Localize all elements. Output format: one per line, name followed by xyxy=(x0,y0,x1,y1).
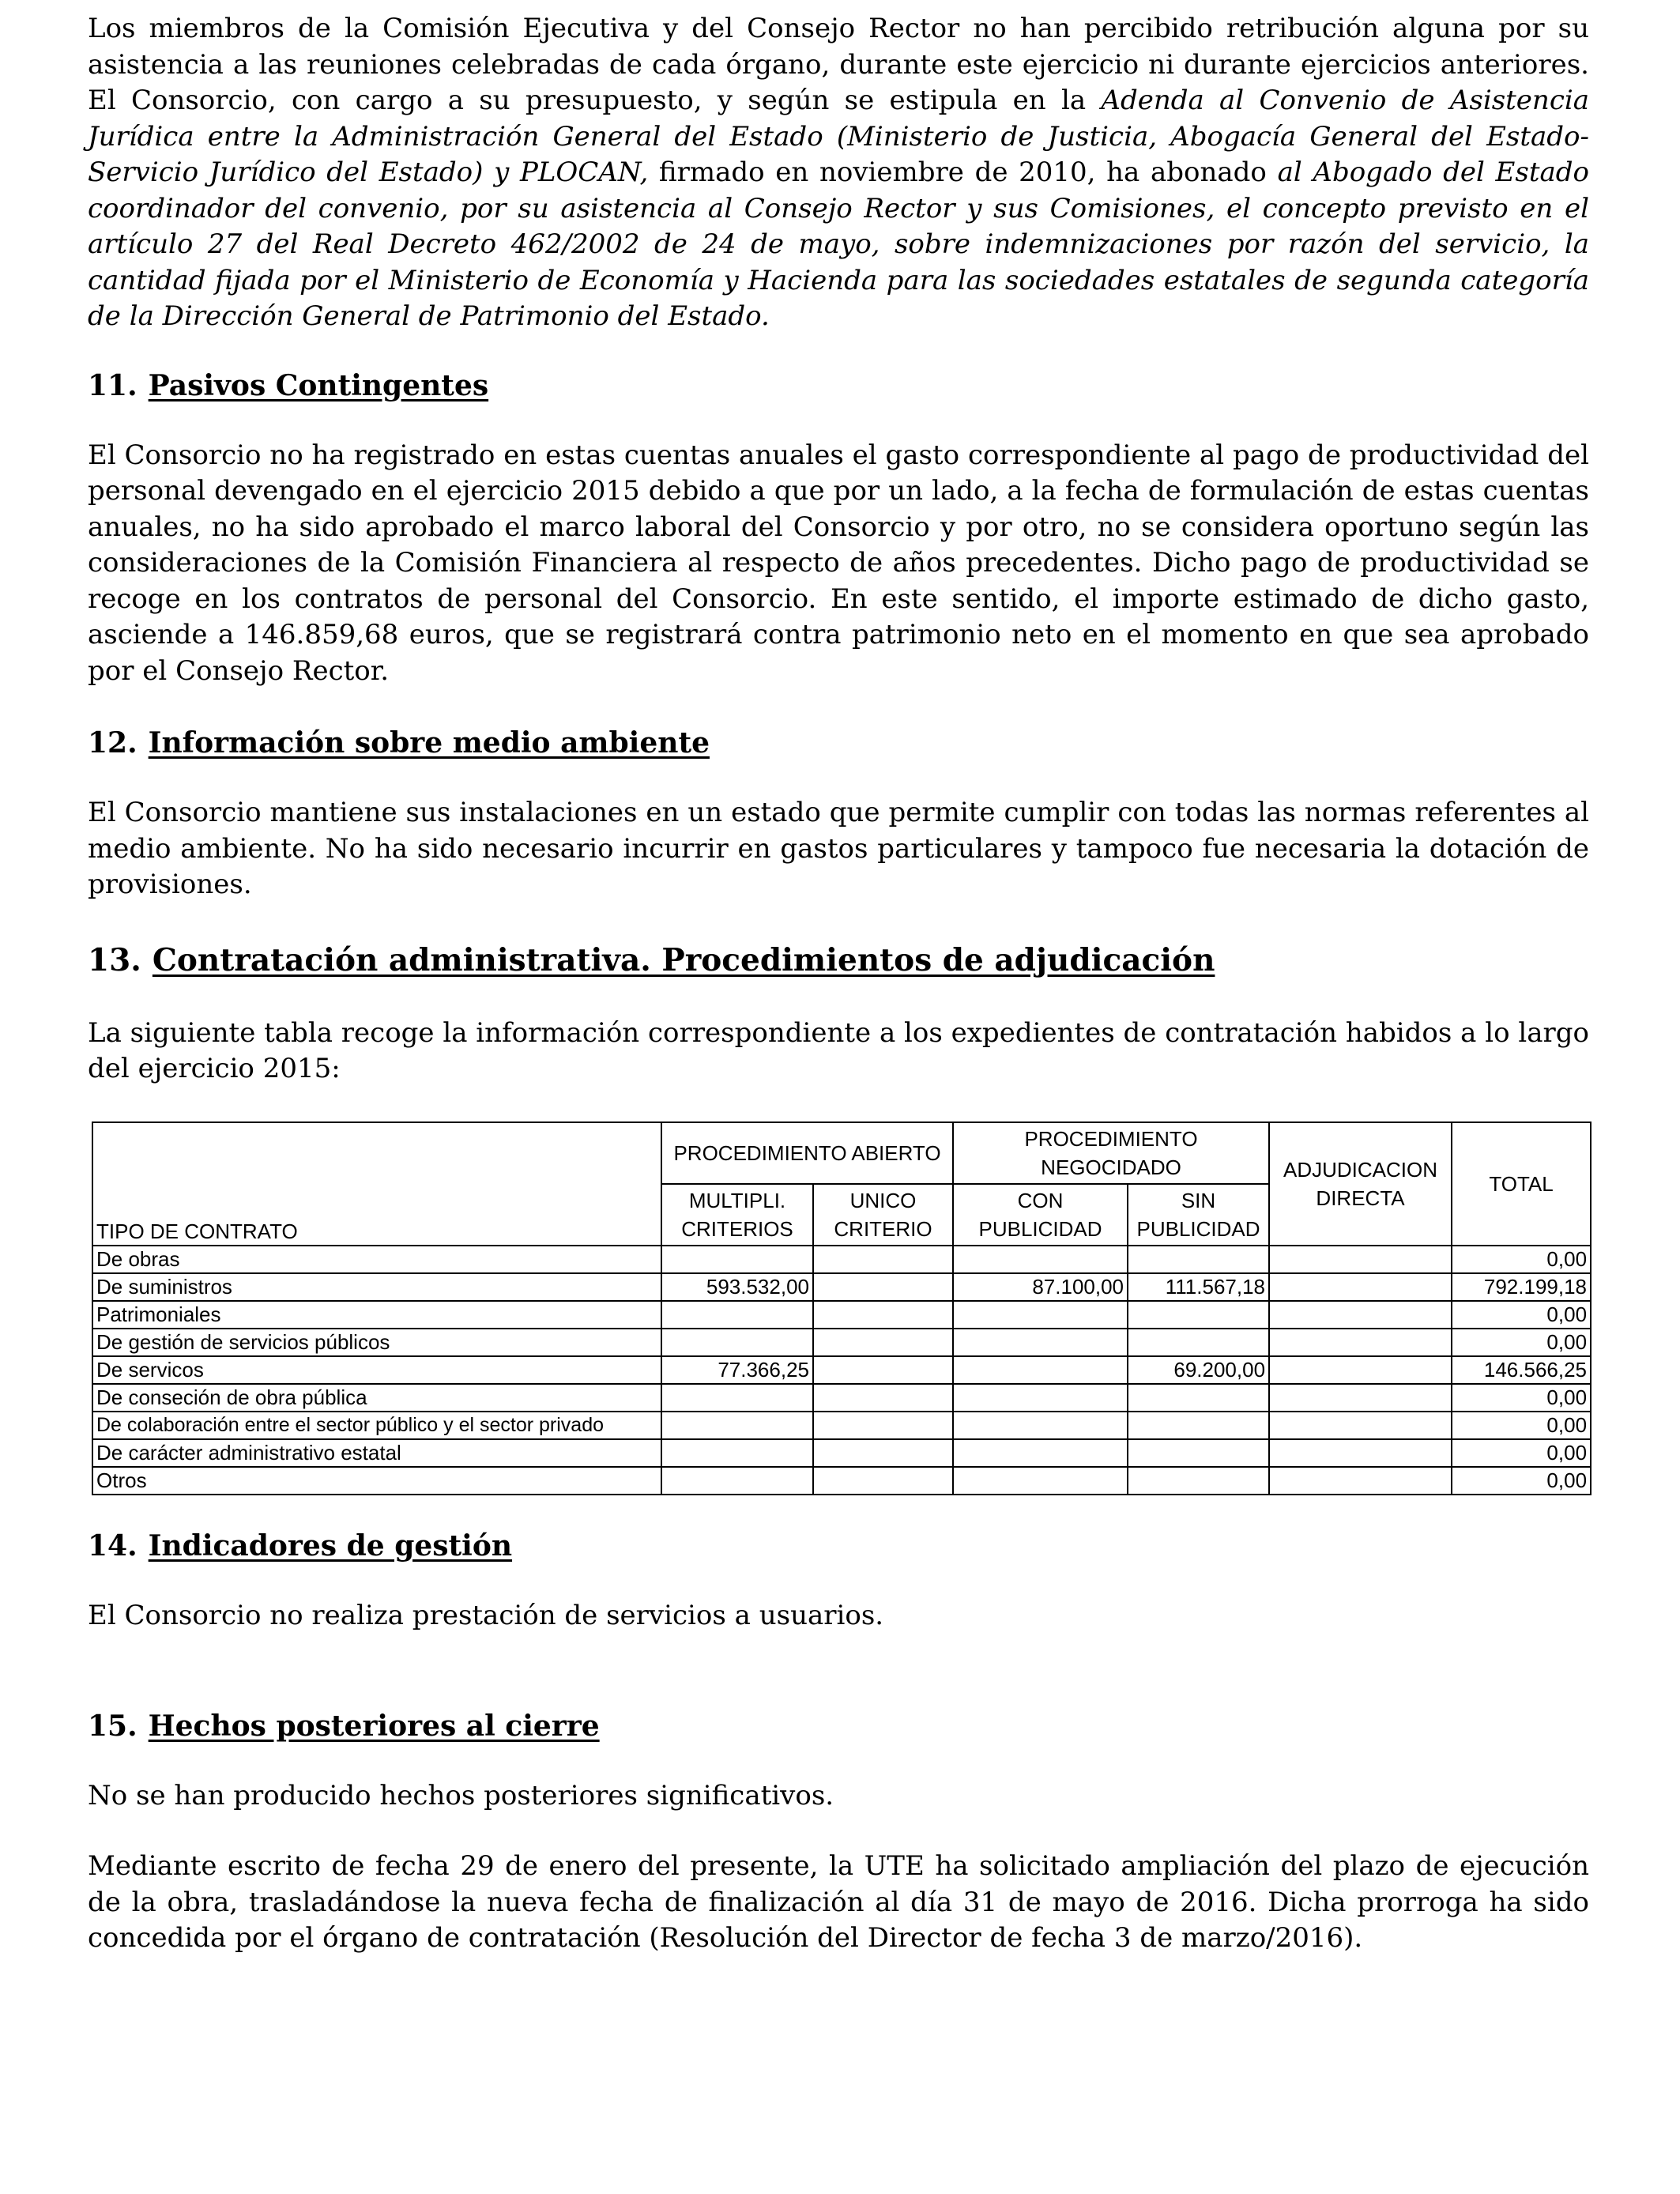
section-15-body-2: Mediante escrito de fecha 29 de enero del presente, la UTE ha solicitado ampliación del plazo de ejecución de la obra, trasladándose la nueva fecha de finalización al día 31 de mayo de 2016. Dicha prorroga ha sido concedida por el órgano de contratación (Resolución del Director de fecha 3 de marzo/2016). xyxy=(88,1850,1589,1954)
cell-unico xyxy=(813,1301,953,1329)
cell-con xyxy=(953,1356,1128,1384)
row-tipo: De suministros xyxy=(92,1273,661,1301)
section-14-number: 14. xyxy=(88,1529,137,1563)
header-tipo-contrato: TIPO DE CONTRATO xyxy=(92,1122,661,1246)
header-sin-line1: SIN xyxy=(1181,1189,1216,1212)
cell-directa xyxy=(1269,1301,1452,1329)
section-13-heading xyxy=(88,941,1589,979)
header-multi-line1: MULTIPLI. xyxy=(688,1189,786,1212)
contracts-table xyxy=(92,1122,1591,1495)
section-14-body: El Consorcio no realiza prestación de servicios a usuarios. xyxy=(88,1600,884,1631)
header-con-publicidad xyxy=(953,1184,1128,1246)
cell-unico xyxy=(813,1246,953,1273)
cell-unico xyxy=(813,1439,953,1467)
section-15-title: Hechos posteriores al cierre xyxy=(148,1709,600,1743)
cell-total: 0,00 xyxy=(1452,1301,1591,1329)
cell-total: 0,00 xyxy=(1452,1246,1591,1273)
table-row xyxy=(92,1329,1591,1356)
section-11-heading xyxy=(88,367,1589,405)
cell-total: 0,00 xyxy=(1452,1384,1591,1412)
row-tipo: De carácter administrativo estatal xyxy=(92,1439,661,1467)
section-13-body: La siguiente tabla recoge la información correspondiente a los expedientes de contratación habidos a lo largo del ejercicio 2015: xyxy=(88,1016,1589,1084)
header-negociado-line2: NEGOCIDADO xyxy=(1041,1155,1181,1179)
cell-total: 146.566,25 xyxy=(1452,1356,1591,1384)
row-tipo: De obras xyxy=(92,1246,661,1273)
table-row xyxy=(92,1356,1591,1384)
section-15-body-1: No se han producido hechos posteriores significativos. xyxy=(88,1779,834,1811)
row-tipo: Otros xyxy=(92,1467,661,1495)
cell-sin xyxy=(1128,1301,1269,1329)
table-row xyxy=(92,1273,1591,1301)
cell-sin: 69.200,00 xyxy=(1128,1356,1269,1384)
header-unico-criterio xyxy=(813,1184,953,1246)
intro-italic-2: al Abogado del Estado coordinador del convenio, por su asistencia al Consejo Rector y sus Comisiones, el concepto previsto en el artículo 27 del Real Decreto 462/2002 de 24 de mayo, sobre indemnizaciones por razón del servicio, la cantidad fijada por el Ministerio de Economía y Hacienda para las sociedades estatales de segunda categoría de la Dirección General de Patrimonio del Estado. xyxy=(88,156,1589,332)
cell-sin xyxy=(1128,1384,1269,1412)
cell-total: 792.199,18 xyxy=(1452,1273,1591,1301)
section-14-title: Indicadores de gestión xyxy=(148,1529,513,1563)
cell-total: 0,00 xyxy=(1452,1329,1591,1356)
cell-con: 87.100,00 xyxy=(953,1273,1128,1301)
cell-directa xyxy=(1269,1439,1452,1467)
header-sin-publicidad xyxy=(1128,1184,1269,1246)
intro-italic-1: Adenda al Convenio de Asistencia Jurídica entre la Administración General del Estado (Ministerio de Justicia, Abogacía General del Estado-Servicio Jurídico del Estado) y PLOCAN, xyxy=(88,85,1590,188)
cell-sin xyxy=(1128,1439,1269,1467)
cell-multi xyxy=(661,1329,813,1356)
cell-unico xyxy=(813,1273,953,1301)
cell-unico xyxy=(813,1356,953,1384)
header-con-line2: PUBLICIDAD xyxy=(978,1217,1102,1241)
cell-multi xyxy=(661,1467,813,1495)
header-unico-line1: UNICO xyxy=(849,1189,917,1212)
section-12-heading xyxy=(88,724,1589,762)
section-13-number: 13. xyxy=(88,941,141,978)
cell-con xyxy=(953,1439,1128,1467)
cell-directa xyxy=(1269,1273,1452,1301)
row-tipo: Patrimoniales xyxy=(92,1301,661,1329)
document-page-lower xyxy=(88,1527,1589,1957)
cell-directa xyxy=(1269,1467,1452,1495)
cell-total: 0,00 xyxy=(1452,1467,1591,1495)
cell-multi xyxy=(661,1412,813,1439)
section-11-number: 11. xyxy=(88,368,137,402)
cell-directa xyxy=(1269,1356,1452,1384)
header-unico-line2: CRITERIO xyxy=(834,1217,932,1241)
row-tipo: De gestión de servicios públicos xyxy=(92,1329,661,1356)
section-11-title: Pasivos Contingentes xyxy=(148,368,489,402)
table-row xyxy=(92,1384,1591,1412)
cell-directa xyxy=(1269,1246,1452,1273)
header-procedimiento-negociado xyxy=(953,1122,1269,1184)
cell-con xyxy=(953,1412,1128,1439)
intro-paragraph xyxy=(88,11,1589,335)
table-header-row-1 xyxy=(92,1122,1591,1184)
document-page xyxy=(88,11,1589,1088)
header-multi-line2: CRITERIOS xyxy=(681,1217,793,1241)
table-row xyxy=(92,1412,1591,1439)
row-tipo: De conseción de obra pública xyxy=(92,1384,661,1412)
cell-multi xyxy=(661,1384,813,1412)
row-tipo: De servicos xyxy=(92,1356,661,1384)
section-13-title: Contratación administrativa. Procedimientos de adjudicación xyxy=(152,941,1215,978)
cell-unico xyxy=(813,1329,953,1356)
cell-sin xyxy=(1128,1467,1269,1495)
header-sin-line2: PUBLICIDAD xyxy=(1136,1217,1260,1241)
cell-sin xyxy=(1128,1329,1269,1356)
header-adjudicacion-directa xyxy=(1269,1122,1452,1246)
cell-multi xyxy=(661,1439,813,1467)
header-adjudicacion-line2: DIRECTA xyxy=(1316,1186,1405,1210)
cell-con xyxy=(953,1301,1128,1329)
header-negociado-line1: PROCEDIMIENTO xyxy=(1024,1127,1198,1151)
cell-multi: 77.366,25 xyxy=(661,1356,813,1384)
section-11-body: El Consorcio no ha registrado en estas cuentas anuales el gasto correspondiente al pago de productividad del personal devengado en el ejercicio 2015 debido a que por un lado, a la fecha de formulación de estas cuentas anuales, no ha sido aprobado el marco laboral del Consorcio y por otro, no se considera oportuno según las consideraciones de la Comisión Financiera al respecto de años precedentes. Dicho pago de productividad se recoge en los contratos de personal del Consorcio. En este sentido, el importe estimado de dicho gasto, asciende a 146.859,68 euros, que se registrará contra patrimonio neto en el momento en que sea aprobado por el Consejo Rector. xyxy=(88,439,1589,687)
section-12-number: 12. xyxy=(88,726,137,760)
header-total: TOTAL xyxy=(1452,1122,1591,1246)
cell-directa xyxy=(1269,1412,1452,1439)
section-12-title: Información sobre medio ambiente xyxy=(148,726,710,760)
cell-multi xyxy=(661,1301,813,1329)
cell-total: 0,00 xyxy=(1452,1439,1591,1467)
cell-sin: 111.567,18 xyxy=(1128,1273,1269,1301)
cell-directa xyxy=(1269,1329,1452,1356)
cell-sin xyxy=(1128,1246,1269,1273)
table-row xyxy=(92,1246,1591,1273)
header-adjudicacion-line1: ADJUDICACION xyxy=(1283,1158,1438,1182)
cell-directa xyxy=(1269,1384,1452,1412)
section-14-heading xyxy=(88,1527,1589,1565)
cell-con xyxy=(953,1246,1128,1273)
table-row xyxy=(92,1467,1591,1495)
cell-con xyxy=(953,1329,1128,1356)
cell-con xyxy=(953,1384,1128,1412)
header-con-line1: CON xyxy=(1017,1189,1064,1212)
row-tipo: De colaboración entre el sector público y el sector privado xyxy=(92,1412,661,1439)
section-15-number: 15. xyxy=(88,1709,137,1743)
intro-text-2: firmado en noviembre de 2010, ha abonado xyxy=(648,156,1278,188)
cell-unico xyxy=(813,1467,953,1495)
intro-text-1: Los miembros de la Comisión Ejecutiva y del Consejo Rector no han percibido retribución alguna por su asistencia a las reuniones celebradas de cada órgano, durante este ejercicio ni durante ejercicios anteriores. El Consorcio, con cargo a su presupuesto, y según se estipula en la xyxy=(88,13,1589,116)
header-procedimiento-abierto: PROCEDIMIENTO ABIERTO xyxy=(661,1122,953,1184)
cell-unico xyxy=(813,1384,953,1412)
cell-multi xyxy=(661,1246,813,1273)
cell-unico xyxy=(813,1412,953,1439)
section-12-body: El Consorcio mantiene sus instalaciones en un estado que permite cumplir con todas las normas referentes al medio ambiente. No ha sido necesario incurrir en gastos particulares y tampoco fue necesaria la dotación de provisiones. xyxy=(88,797,1589,900)
table-row xyxy=(92,1301,1591,1329)
cell-multi: 593.532,00 xyxy=(661,1273,813,1301)
table-row xyxy=(92,1439,1591,1467)
section-15-heading xyxy=(88,1707,1589,1745)
cell-sin xyxy=(1128,1412,1269,1439)
cell-con xyxy=(953,1467,1128,1495)
cell-total: 0,00 xyxy=(1452,1412,1591,1439)
header-multi-criterios xyxy=(661,1184,813,1246)
